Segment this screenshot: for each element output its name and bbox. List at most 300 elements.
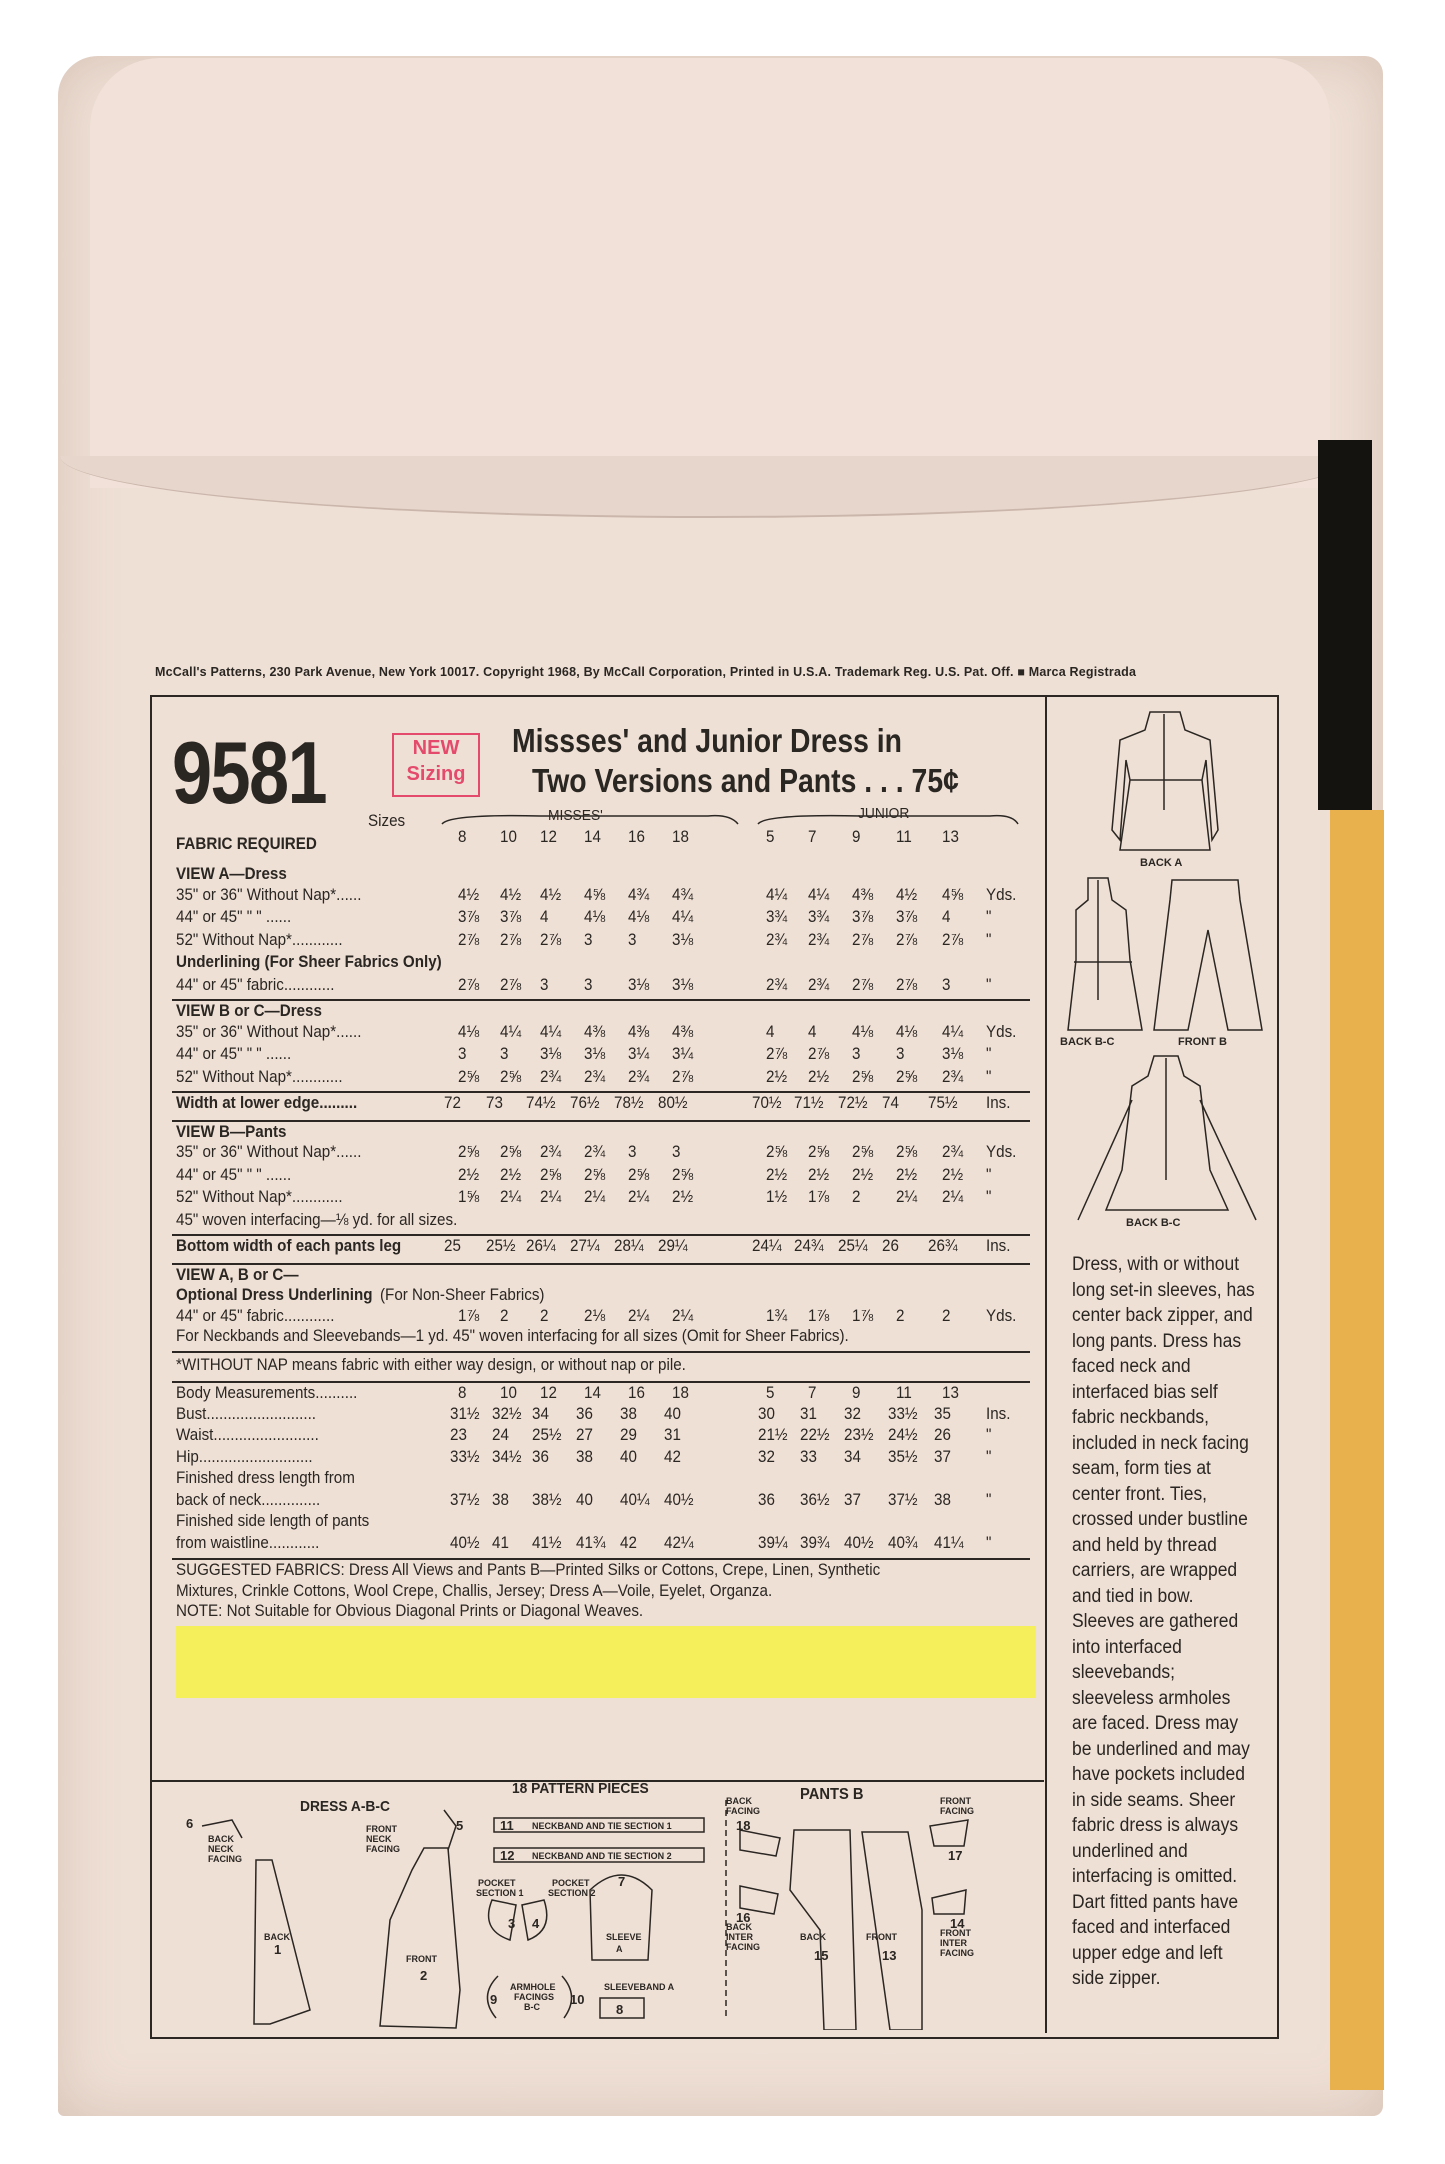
value-cell: 2⅝	[896, 1067, 918, 1086]
suggested-fabrics: Mixtures, Crinkle Cottons, Wool Crepe, Challis, Jersey; Dress A—Voile, Eyelet, Organza.	[176, 1581, 773, 1600]
value-cell: 2¾	[942, 1143, 964, 1161]
value-cell: 2⅝	[584, 1165, 606, 1184]
title-line2: Two Versions and Pants . . . 75¢	[532, 762, 959, 799]
value-cell: 2⅞	[896, 975, 918, 994]
value-cell: 2⅞	[500, 975, 522, 994]
value-cell: 37	[934, 1447, 951, 1466]
value-cell: 3¾	[766, 908, 788, 926]
front-b-illustration	[1154, 880, 1262, 1030]
unit-cell: Ins.	[986, 1237, 1011, 1255]
svg-text:INTER: INTER	[726, 1932, 753, 1942]
value-cell: 3	[672, 1143, 681, 1161]
value-cell: 41	[492, 1533, 509, 1552]
pattern-pieces-count: 18 PATTERN PIECES	[512, 1780, 649, 1797]
value-cell: 40½	[664, 1490, 694, 1509]
svg-text:A: A	[616, 1944, 623, 1954]
svg-text:12: 12	[500, 1848, 515, 1863]
value-cell: 73	[486, 1094, 503, 1112]
value-cell: 7	[808, 1384, 817, 1402]
value-cell: 3⅛	[628, 975, 650, 994]
value-cell: 4¼	[540, 1022, 562, 1041]
value-cell: 37½	[450, 1490, 480, 1509]
value-cell: 2¾	[584, 1143, 606, 1161]
value-cell: 2⅝	[458, 1067, 480, 1086]
value-cell: 25	[444, 1237, 461, 1255]
value-cell: 30	[758, 1404, 775, 1423]
row-label: 52" Without Nap*............	[176, 1067, 343, 1086]
unit-cell: Yds.	[986, 1022, 1017, 1041]
value-cell: 4¾	[672, 885, 694, 904]
svg-text:17: 17	[948, 1848, 963, 1863]
row-label: 52" Without Nap*............	[176, 1188, 343, 1206]
size-brackets	[440, 812, 1020, 826]
svg-text:INTER: INTER	[940, 1938, 967, 1948]
value-cell: 4½	[896, 885, 918, 904]
value-cell: 4¼	[942, 1022, 964, 1041]
size-header-cell: 18	[672, 828, 689, 846]
value-cell: 3	[896, 1045, 905, 1063]
value-cell: 2⅝	[672, 1165, 694, 1184]
row-label: Underlining (For Sheer Fabrics Only)	[176, 953, 442, 971]
value-cell: 4⅝	[942, 885, 964, 904]
unit-cell: Yds.	[986, 885, 1017, 904]
black-spine	[1318, 440, 1372, 810]
value-cell: 13	[942, 1384, 959, 1402]
value-cell: 2	[500, 1306, 509, 1325]
svg-text:BACK: BACK	[726, 1922, 752, 1932]
value-cell: 3¼	[672, 1045, 694, 1063]
value-cell: 23½	[844, 1426, 874, 1444]
value-cell: 1½	[766, 1188, 788, 1206]
value-cell: 32	[844, 1404, 861, 1423]
value-cell: 2⅝	[766, 1143, 788, 1161]
table-rule	[172, 1381, 1030, 1383]
value-cell: 4⅛	[458, 1022, 480, 1041]
svg-text:9: 9	[490, 1992, 498, 2007]
svg-text:BACK: BACK	[800, 1932, 826, 1942]
value-cell: 2½	[766, 1067, 788, 1086]
suggested-fabrics: SUGGESTED FABRICS: Dress All Views and Pants B—Printed Silks or Cottons, Crepe, Linen, Synthetic	[176, 1561, 881, 1579]
value-cell: 3	[584, 975, 593, 994]
section-heading: VIEW A, B or C—	[176, 1265, 299, 1284]
value-cell: 2½	[942, 1165, 964, 1184]
value-cell: 40	[576, 1490, 593, 1509]
value-cell: 4⅛	[852, 1022, 874, 1041]
svg-text:SLEEVEBAND A: SLEEVEBAND A	[604, 1982, 675, 1992]
value-cell: 2⅝	[458, 1143, 480, 1161]
value-cell: 1⅞	[808, 1306, 830, 1325]
svg-text:FACING: FACING	[940, 1948, 975, 1958]
value-cell: 23	[450, 1426, 467, 1444]
row-label: 35" or 36" Without Nap*......	[176, 1143, 362, 1161]
value-cell: 2¾	[942, 1067, 964, 1086]
unit-cell: "	[986, 975, 992, 994]
copyright-line: McCall's Patterns, 230 Park Avenue, New York 10017. Copyright 1968, By McCall Corporation, Printed in U.S.A. Trademark Reg. U.S. Pat. Off. ■ Marca Registrada	[155, 665, 1137, 679]
panel-divider	[1045, 697, 1047, 2033]
pattern-number: 9581	[172, 723, 326, 822]
row-label: Finished dress length from	[176, 1469, 355, 1487]
svg-text:FRONT: FRONT	[406, 1954, 437, 1964]
value-cell: 38	[620, 1404, 637, 1423]
value-cell: 2¼	[500, 1188, 522, 1206]
value-cell: 3	[942, 975, 951, 994]
svg-text:POCKET: POCKET	[552, 1878, 590, 1888]
back-a-label: BACK A	[1140, 857, 1183, 869]
row-label: 44" or 45" " " ......	[176, 1045, 292, 1063]
svg-text:16: 16	[736, 1910, 751, 1925]
value-cell: 75½	[928, 1094, 958, 1112]
value-cell: 36½	[800, 1490, 830, 1509]
svg-text:FACING: FACING	[208, 1854, 243, 1864]
piece-front-facing	[930, 1820, 968, 1846]
value-cell: 4⅜	[584, 1022, 606, 1041]
value-cell: 4⅜	[852, 885, 874, 904]
value-cell: 2⅞	[808, 1045, 830, 1063]
size-header-cell: 16	[628, 828, 645, 846]
value-cell: 3¾	[808, 908, 830, 926]
value-cell: 2	[896, 1306, 905, 1325]
svg-text:FACING: FACING	[940, 1806, 975, 1816]
value-cell: 2⅞	[852, 930, 874, 949]
value-cell: 4⅜	[628, 1022, 650, 1041]
value-cell: 2½	[500, 1165, 522, 1184]
badge-line1: NEW	[412, 737, 460, 759]
value-cell: 2¾	[628, 1067, 650, 1086]
value-cell: 2¾	[808, 975, 830, 994]
value-cell: 2⅝	[852, 1067, 874, 1086]
value-cell: 4¼	[808, 885, 830, 904]
row-label: 44" or 45" fabric............	[176, 975, 335, 994]
value-cell: 10	[500, 1384, 517, 1402]
row-heading: Width at lower edge.........	[176, 1094, 358, 1112]
value-cell: 4	[540, 908, 549, 926]
value-cell: 2½	[458, 1165, 480, 1184]
table-rule	[172, 1234, 1030, 1236]
value-cell: 4	[942, 908, 951, 926]
value-cell: 2⅝	[896, 1143, 918, 1161]
svg-text:SLEEVE: SLEEVE	[606, 1932, 642, 1942]
sizes-label: Sizes	[368, 812, 406, 830]
value-cell: 3⅛	[584, 1045, 606, 1063]
description-text: Dress, with or without long set-in sleeves, has center back zipper, and long pants. Dress has faced neck and interfaced bias self fabric neckbands, included in neck facing seam, form ties at center front. Ties, crossed under bustline and held by thread carriers, are wrapped and tied in bow. Sleeves are gathered into interfaced sleevebands; sleeveless armholes are faced. Dress may be underlined and may have pockets included in side seams. Sheer fabric dress is always underlined and interfacing is omitted. Dart fitted pants have faced and interfaced upper edge and left side zipper.	[1072, 1254, 1255, 1989]
value-cell: 3⅞	[458, 908, 480, 926]
value-cell: 42	[620, 1533, 637, 1552]
value-cell: 22½	[800, 1426, 830, 1444]
value-cell: 1¾	[766, 1306, 788, 1325]
value-cell: 2⅝	[540, 1165, 562, 1184]
svg-text:BACK: BACK	[264, 1932, 290, 1942]
value-cell: 31	[800, 1404, 817, 1423]
value-cell: 2½	[852, 1165, 874, 1184]
value-cell: 3	[628, 1143, 637, 1161]
svg-text:FRONT: FRONT	[940, 1796, 971, 1806]
value-cell: 18	[672, 1384, 689, 1402]
value-cell: 76½	[570, 1094, 600, 1112]
svg-text:8: 8	[616, 2002, 624, 2017]
value-cell: 2⅛	[584, 1306, 606, 1325]
value-cell: 2⅞	[500, 930, 522, 949]
svg-text:4: 4	[532, 1916, 540, 1931]
value-cell: 38	[576, 1447, 593, 1466]
size-header-cell: 5	[766, 828, 775, 846]
value-cell: 4⅛	[584, 908, 606, 926]
value-cell: 3⅞	[896, 908, 918, 926]
value-cell: 27¼	[570, 1237, 600, 1255]
value-cell: 1⅞	[852, 1306, 874, 1325]
section-heading: VIEW B—Pants	[176, 1122, 287, 1141]
value-cell: 2¼	[896, 1188, 918, 1206]
value-cell: 4⅝	[584, 885, 606, 904]
value-cell: 2½	[808, 1165, 830, 1184]
unit-cell: "	[986, 1447, 992, 1466]
row-label: (For Non-Sheer Fabrics)	[380, 1286, 545, 1304]
value-cell: 40	[620, 1447, 637, 1466]
svg-text:BACK: BACK	[208, 1834, 234, 1844]
table-rule	[172, 1120, 1030, 1122]
value-cell: 72½	[838, 1094, 868, 1112]
value-cell: 2	[852, 1188, 861, 1206]
value-cell: 5	[766, 1384, 775, 1402]
value-cell: 2⅝	[500, 1143, 522, 1161]
row-label: Hip...........................	[176, 1447, 313, 1466]
size-header-cell: 14	[584, 828, 601, 846]
value-cell: 38½	[532, 1490, 562, 1509]
value-cell: 72	[444, 1094, 461, 1112]
value-cell: 24¼	[752, 1237, 782, 1255]
suggested-fabrics: NOTE: Not Suitable for Obvious Diagonal Prints or Diagonal Weaves.	[176, 1602, 644, 1620]
value-cell: 2½	[808, 1067, 830, 1086]
value-cell: 3	[628, 930, 637, 949]
value-cell: 35	[934, 1404, 951, 1423]
value-cell: 27	[576, 1426, 593, 1444]
svg-text:13: 13	[882, 1948, 897, 1963]
value-cell: 2⅞	[458, 975, 480, 994]
value-cell: 3	[500, 1045, 509, 1063]
value-cell: 4⅜	[672, 1022, 694, 1041]
value-cell: 3	[584, 930, 593, 949]
row-label: For Neckbands and Sleevebands—1 yd. 45" woven interfacing for all sizes (Omit for Sheer Fabrics).	[176, 1327, 849, 1345]
piece-front-interfacing	[932, 1890, 966, 1914]
front-b-label: FRONT B	[1178, 1036, 1227, 1048]
value-cell: 40½	[450, 1533, 480, 1552]
value-cell: 39¼	[758, 1533, 788, 1552]
size-header-cell: 13	[942, 828, 959, 846]
value-cell: 4¼	[500, 1022, 522, 1041]
size-header-cell: 10	[500, 828, 517, 846]
value-cell: 4⅛	[896, 1022, 918, 1041]
value-cell: 34	[844, 1447, 861, 1466]
svg-text:BACK: BACK	[726, 1796, 752, 1806]
svg-text:NECKBAND AND TIE SECTION 1: NECKBAND AND TIE SECTION 1	[532, 1821, 672, 1831]
svg-text:FACING: FACING	[366, 1844, 401, 1854]
piece-back	[254, 1860, 310, 2024]
svg-text:SECTION 2: SECTION 2	[548, 1888, 596, 1898]
piece-front	[380, 1848, 460, 2028]
unit-cell: Ins.	[986, 1404, 1011, 1423]
piece-pants-back	[790, 1830, 856, 2030]
value-cell: 25½	[532, 1426, 562, 1444]
svg-text:1: 1	[274, 1942, 282, 1957]
value-cell: 3⅞	[852, 908, 874, 926]
row-label: 44" or 45" " " ......	[176, 1165, 292, 1184]
unit-cell: "	[986, 1188, 992, 1206]
row-label: 35" or 36" Without Nap*......	[176, 885, 362, 904]
svg-text:14: 14	[950, 1916, 965, 1931]
value-cell: 38	[934, 1490, 951, 1509]
misses-label: MISSES'	[548, 807, 603, 824]
svg-text:FACING: FACING	[726, 1806, 761, 1816]
svg-text:FRONT: FRONT	[940, 1928, 971, 1938]
value-cell: 2¾	[584, 1067, 606, 1086]
value-cell: 33½	[450, 1447, 480, 1466]
value-cell: 37½	[888, 1490, 918, 1509]
svg-text:3: 3	[508, 1916, 516, 1931]
unit-cell: Yds.	[986, 1143, 1017, 1161]
unit-cell: "	[986, 1165, 992, 1184]
value-cell: 4⅛	[628, 908, 650, 926]
table-rule	[172, 1263, 1030, 1265]
value-cell: 2¼	[540, 1188, 562, 1206]
svg-text:15: 15	[814, 1948, 829, 1963]
pattern-pieces-diagram	[160, 1790, 1030, 2030]
value-cell: 42¼	[664, 1533, 694, 1552]
row-label: 45" woven interfacing—⅛ yd. for all sizes.	[176, 1210, 458, 1229]
value-cell: 71½	[794, 1094, 824, 1112]
svg-text:ARMHOLE: ARMHOLE	[510, 1982, 556, 1992]
section-heading: VIEW A—Dress	[176, 865, 287, 883]
pants-pieces-title: PANTS B	[800, 1786, 864, 1803]
piece-front-neck-facing	[444, 1810, 456, 1850]
svg-text:FACINGS: FACINGS	[514, 1992, 555, 2002]
value-cell: 4½	[540, 885, 562, 904]
value-cell: 2⅞	[766, 1045, 788, 1063]
value-cell: 78½	[614, 1094, 644, 1112]
value-cell: 32½	[492, 1404, 522, 1423]
value-cell: 41¼	[934, 1533, 964, 1552]
value-cell: 16	[628, 1384, 645, 1402]
value-cell: 40	[664, 1404, 681, 1423]
svg-text:POCKET: POCKET	[478, 1878, 516, 1888]
value-cell: 2¼	[628, 1188, 650, 1206]
value-cell: 12	[540, 1384, 557, 1402]
value-cell: 4½	[500, 885, 522, 904]
back-a-illustration	[1112, 712, 1218, 850]
value-cell: 2⅝	[852, 1143, 874, 1161]
value-cell: 2⅞	[672, 1067, 694, 1086]
unit-cell: "	[986, 930, 992, 949]
value-cell: 9	[852, 1384, 861, 1402]
size-header-cell: 9	[852, 828, 861, 846]
row-heading: Optional Dress Underlining	[176, 1286, 373, 1304]
unit-cell: "	[986, 908, 992, 926]
size-header-cell: 11	[896, 828, 912, 846]
table-rule	[172, 1558, 1030, 1560]
value-cell: 2⅝	[808, 1143, 830, 1161]
junior-label: JUNIOR	[858, 805, 910, 822]
value-cell: 2¼	[628, 1306, 650, 1325]
fabric-required-heading: FABRIC REQUIRED	[176, 835, 317, 853]
value-cell: 2¾	[808, 930, 830, 949]
svg-text:FRONT: FRONT	[866, 1932, 897, 1942]
value-cell: 26	[934, 1426, 951, 1444]
value-cell: 4	[808, 1022, 817, 1041]
value-cell: 2½	[766, 1165, 788, 1184]
value-cell: 2⅝	[500, 1067, 522, 1086]
size-header-cell: 12	[540, 828, 557, 846]
value-cell: 3⅛	[540, 1045, 562, 1063]
svg-text:NECK: NECK	[366, 1834, 392, 1844]
svg-text:FRONT: FRONT	[366, 1824, 397, 1834]
value-cell: 1⅞	[808, 1188, 830, 1206]
view-illustrations	[1060, 700, 1275, 1245]
value-cell: 4¾	[628, 885, 650, 904]
value-cell: 24	[492, 1426, 509, 1444]
value-cell: 4¼	[672, 908, 694, 926]
value-cell: 2½	[672, 1188, 694, 1206]
row-label: from waistline............	[176, 1533, 320, 1552]
value-cell: 74½	[526, 1094, 556, 1112]
badge-line2: Sizing	[406, 763, 466, 785]
row-label: 44" or 45" " " ......	[176, 908, 292, 926]
value-cell: 2¾	[766, 930, 788, 949]
svg-text:B-C: B-C	[524, 2002, 540, 2012]
value-cell: 33	[800, 1447, 817, 1466]
row-label: 44" or 45" fabric............	[176, 1306, 335, 1325]
value-cell: 31½	[450, 1404, 480, 1423]
value-cell: 2⅞	[458, 930, 480, 949]
size-header-cell: 8	[458, 828, 467, 846]
value-cell: 2¾	[540, 1143, 562, 1161]
row-label: Body Measurements..........	[176, 1384, 358, 1402]
value-cell: 41¾	[576, 1533, 606, 1552]
value-cell: 3⅛	[672, 975, 694, 994]
value-cell: 24½	[888, 1426, 918, 1444]
value-cell: 41½	[532, 1533, 562, 1552]
envelope-flap	[90, 58, 1330, 488]
value-cell: 40¾	[888, 1533, 918, 1552]
back-bc-illustration	[1068, 878, 1142, 1030]
value-cell: 32	[758, 1447, 775, 1466]
row-label: Waist.........................	[176, 1426, 319, 1444]
svg-text:FACING: FACING	[726, 1942, 761, 1952]
svg-text:5: 5	[456, 1818, 464, 1833]
value-cell: 36	[576, 1404, 593, 1423]
value-cell: 26¼	[526, 1237, 556, 1255]
svg-text:18: 18	[736, 1818, 751, 1833]
value-cell: 2	[540, 1306, 549, 1325]
value-cell: 2¾	[540, 1067, 562, 1086]
value-cell: 36	[758, 1490, 775, 1509]
value-cell: 29¼	[658, 1237, 688, 1255]
value-cell: 21½	[758, 1426, 788, 1444]
value-cell: 2¾	[766, 975, 788, 994]
unit-cell: "	[986, 1490, 992, 1509]
back-bc-label: BACK B-C	[1060, 1036, 1115, 1048]
value-cell: 26¾	[928, 1237, 958, 1255]
value-cell: 4¼	[766, 885, 788, 904]
value-cell: 34	[532, 1404, 549, 1423]
svg-text:2: 2	[420, 1968, 428, 1983]
value-cell: 3	[458, 1045, 467, 1063]
back-bc2-illustration	[1078, 1056, 1256, 1220]
unit-cell: "	[986, 1067, 992, 1086]
value-cell: 80½	[658, 1094, 688, 1112]
value-cell: 40¼	[620, 1490, 650, 1509]
row-label: Bust..........................	[176, 1404, 317, 1423]
svg-text:10: 10	[570, 1992, 585, 2007]
value-cell: 25¼	[838, 1237, 868, 1255]
dress-pieces-title: DRESS A-B-C	[300, 1798, 390, 1815]
